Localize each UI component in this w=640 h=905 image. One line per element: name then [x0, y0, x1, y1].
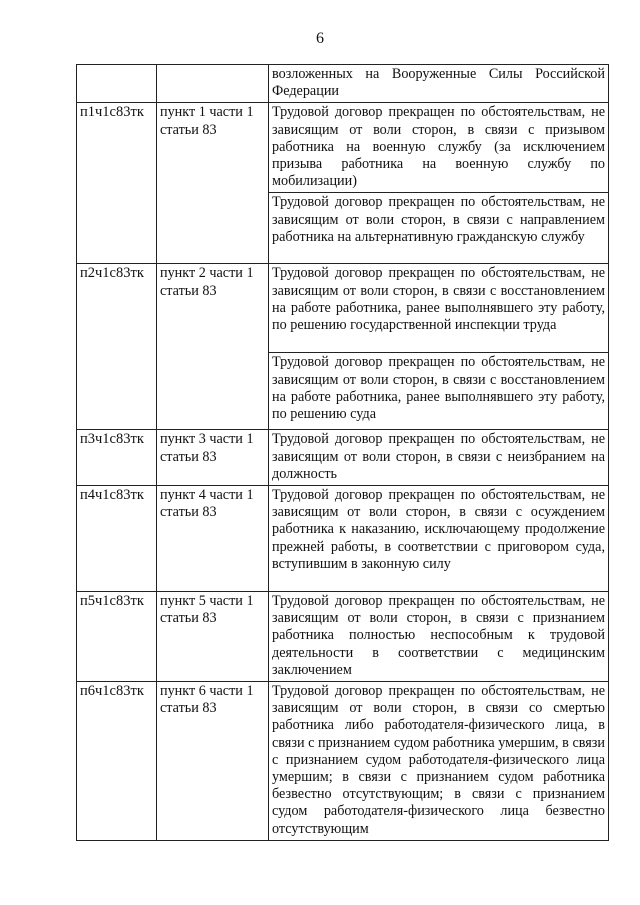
article-cell: пункт 5 части 1 статьи 83: [157, 592, 269, 682]
code-cell: п6ч1с83тк: [77, 682, 157, 841]
code-cell: п3ч1с83тк: [77, 430, 157, 486]
description-cell: Трудовой договор прекращен по обстоятельствам, не зависящим от воли сторон, в связи с неизбранием на должность: [269, 430, 609, 486]
description-cell: Трудовой договор прекращен по обстоятельствам, не зависящим от воли сторон, в связи с осуждением работника к наказанию, исключающему продолжение прежней работы, в соответствии с приговором суда, вступившим в законную силу: [269, 486, 609, 592]
article-cell: пункт 2 части 1 статьи 83: [157, 264, 269, 430]
table-row: [77, 103, 609, 193]
table-row: [77, 682, 609, 841]
description-cell: Трудовой договор прекращен по обстоятельствам, не зависящим от воли сторон, в связи с призывом работника на военную службу (за исключением призыва работника на военную службу по мобилизации): [269, 103, 609, 193]
table-row: [77, 486, 609, 592]
description-cell: Трудовой договор прекращен по обстоятельствам, не зависящим от воли сторон, в связи с признанием работника полностью неспособным к трудовой деятельности в соответствии с медицинским заключением: [269, 592, 609, 682]
description-cell: возложенных на Вооруженные Силы Российской Федерации: [269, 65, 609, 103]
article-cell: пункт 6 части 1 статьи 83: [157, 682, 269, 841]
table-row: [77, 264, 609, 353]
table-row: [77, 430, 609, 486]
article-cell: пункт 3 части 1 статьи 83: [157, 430, 269, 486]
code-cell: п2ч1с83тк: [77, 264, 157, 430]
description-cell: Трудовой договор прекращен по обстоятельствам, не зависящим от воли сторон, в связи с восстановлением на работе работника, ранее выполнявшего эту работу, по решению суда: [269, 353, 609, 430]
code-cell: п5ч1с83тк: [77, 592, 157, 682]
code-cell: [77, 65, 157, 103]
article-cell: пункт 1 части 1 статьи 83: [157, 103, 269, 264]
page-number: 6: [316, 30, 324, 47]
dismissal-codes-table: [76, 64, 609, 841]
code-cell: п4ч1с83тк: [77, 486, 157, 592]
description-cell: Трудовой договор прекращен по обстоятельствам, не зависящим от воли сторон, в связи с восстановлением на работе работника, ранее выполнявшего эту работу, по решению государственной инспекции труда: [269, 264, 609, 353]
article-cell: [157, 65, 269, 103]
description-cell: Трудовой договор прекращен по обстоятельствам, не зависящим от воли сторон, в связи со смертью работника либо работодателя-физического лица, в связи с признанием судом работника умершим, в связи с признанием судом работодателя-физического лица умершим; в связи с признанием судом работника безвестно отсутствующим; в связи с признанием судом работодателя-физического лица безвестно отсутствующим: [269, 682, 609, 841]
table-row: [77, 65, 609, 103]
description-cell: Трудовой договор прекращен по обстоятельствам, не зависящим от воли сторон, в связи с направлением работника на альтернативную гражданскую службу: [269, 193, 609, 264]
code-cell: п1ч1с83тк: [77, 103, 157, 264]
table-row: [77, 592, 609, 682]
article-cell: пункт 4 части 1 статьи 83: [157, 486, 269, 592]
